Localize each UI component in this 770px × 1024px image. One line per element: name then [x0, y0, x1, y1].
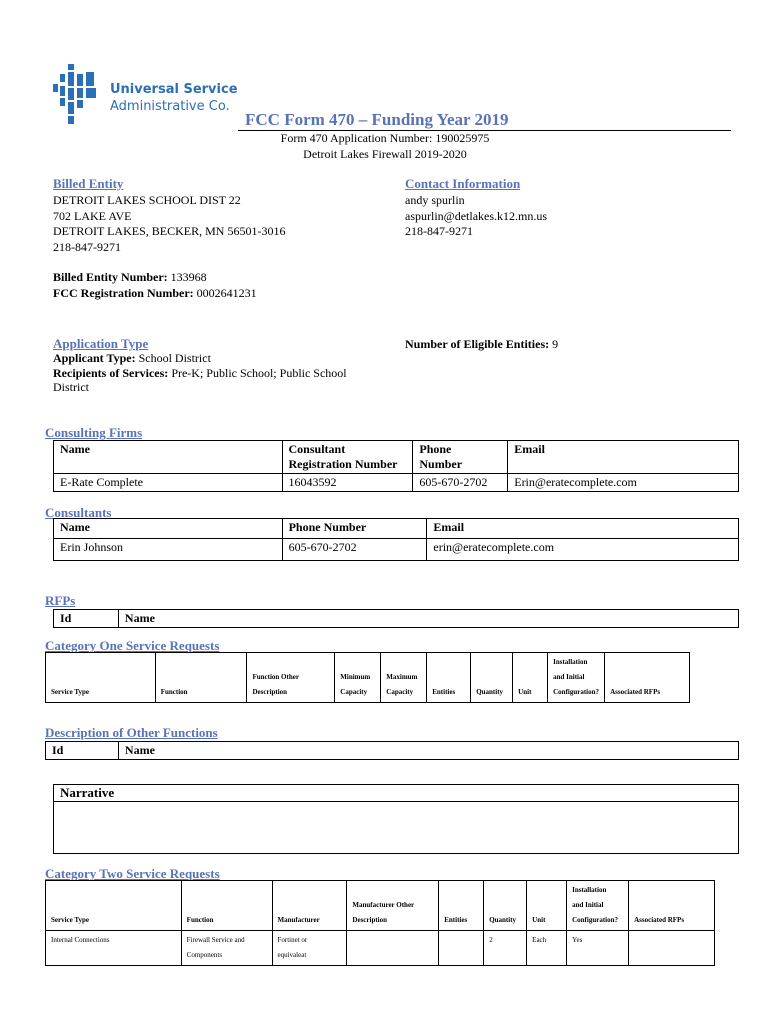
- col-function-other-description: [247, 653, 335, 703]
- category-one-table: [45, 652, 690, 703]
- consulting-firms-table: [53, 440, 739, 492]
- table-header-row: [54, 610, 739, 628]
- table-row: [54, 474, 739, 492]
- fcc-registration-number: 0002641231: [196, 286, 257, 300]
- col-name: Name: [118, 610, 738, 628]
- col-name: Name: [118, 742, 738, 760]
- col-unit: Unit: [513, 653, 548, 703]
- cell-line: Fortinet or: [277, 936, 308, 944]
- header-label: and Initial: [572, 901, 604, 909]
- function-cell: [181, 931, 272, 966]
- header-label: Configuration?: [553, 688, 600, 696]
- usac-logo: [50, 62, 238, 128]
- table-header-row: [54, 519, 739, 539]
- header-label: Maximum: [386, 673, 418, 681]
- col-id: Id: [54, 610, 119, 628]
- header-label: Function Other: [252, 673, 299, 681]
- col-id: Id: [46, 742, 119, 760]
- firm-phone: 605-670-2702: [413, 474, 508, 492]
- consultants-table: [53, 518, 739, 561]
- consultant-email: erin@eratecomplete.com: [427, 539, 739, 561]
- consultant-phone: 605-670-2702: [282, 539, 427, 561]
- col-quantity: Quantity: [484, 881, 527, 931]
- col-manufacturer: Manufacturer: [272, 881, 347, 931]
- other-functions-table: [45, 741, 739, 760]
- table-header-row: [46, 881, 715, 931]
- col-associated-rfps: Associated RFPs: [605, 653, 690, 703]
- other-functions-heading: Description of Other Functions: [45, 725, 218, 740]
- table-row: [46, 931, 715, 966]
- eligible-entities-label: Number of Eligible Entities:: [405, 337, 550, 351]
- col-name: Name: [54, 519, 283, 539]
- col-minimum-capacity: [335, 653, 381, 703]
- billed-entity-heading: Billed Entity: [53, 176, 124, 191]
- header-label: Description: [252, 688, 288, 696]
- col-installation: [567, 881, 629, 931]
- cell-line: Components: [186, 951, 223, 959]
- billed-entity-street: 702 LAKE AVE: [53, 208, 132, 223]
- application-type-heading: Application Type: [53, 336, 149, 351]
- unit-cell: Each: [527, 931, 567, 966]
- table-header-row: [46, 653, 690, 703]
- col-function: Function: [181, 881, 272, 931]
- rfps-heading: RFPs: [45, 593, 76, 608]
- application-number: Form 470 Application Number: 190025975: [280, 131, 490, 145]
- contact-phone: 218-847-9271: [405, 224, 473, 238]
- col-phone: Phone Number: [282, 519, 427, 539]
- narrative-box: [53, 784, 739, 854]
- recipients-value-line1: Pre-K; Public School; Public School: [171, 366, 347, 380]
- contact-heading: Contact Information: [405, 176, 521, 191]
- header-label: Phone: [419, 442, 452, 456]
- header-label: Installation: [572, 886, 607, 894]
- applicant-type-value: School District: [138, 351, 211, 365]
- consultant-name: Erin Johnson: [54, 539, 283, 561]
- billed-entity-number: 133968: [170, 270, 207, 284]
- header-label: Minimum: [340, 673, 371, 681]
- contact-name: andy spurlin: [405, 193, 465, 207]
- eligible-entities-value: 9: [552, 337, 559, 351]
- header-label: Number: [419, 457, 463, 471]
- cell-line: Firewall Service and: [186, 936, 245, 944]
- header-label: Consultant: [288, 442, 346, 456]
- entities-cell: [439, 931, 484, 966]
- billed-entity-number-label: Billed Entity Number:: [53, 270, 168, 284]
- manufacturer-other-cell: [347, 931, 439, 966]
- col-function: Function: [155, 653, 247, 703]
- header-label: Email: [514, 442, 545, 456]
- col-entities: Entities: [427, 653, 471, 703]
- installation-cell: Yes: [567, 931, 629, 966]
- header-label: Capacity: [340, 688, 368, 696]
- col-maximum-capacity: [381, 653, 427, 703]
- recipients-value-line2: District: [53, 380, 89, 394]
- eligible-entities-row: [405, 337, 558, 353]
- logo-text-line2: Administrative Co.: [110, 99, 230, 114]
- billed-entity-number-row: [53, 270, 207, 286]
- application-nickname: Detroit Lakes Firewall 2019-2020: [303, 147, 467, 161]
- col-associated-rfps: Associated RFPs: [629, 881, 715, 931]
- table-header-row: [54, 441, 739, 474]
- category-one-heading: Category One Service Requests: [45, 638, 220, 653]
- header-label: Name: [60, 442, 90, 456]
- quantity-cell: 2: [484, 931, 527, 966]
- col-phone: [413, 441, 508, 474]
- header-label: Description: [352, 916, 388, 924]
- recipients-row: [53, 366, 347, 382]
- header-label: and Initial: [553, 673, 585, 681]
- manufacturer-cell: [272, 931, 347, 966]
- consultants-heading: Consultants: [45, 505, 112, 520]
- recipients-label: Recipients of Services:: [53, 366, 169, 380]
- billed-entity-info: [53, 193, 285, 255]
- applicant-type-label: Applicant Type:: [53, 351, 136, 365]
- applicant-type-row: [53, 351, 211, 367]
- billed-entity-phone: 218-847-9271: [53, 239, 121, 254]
- billed-entity-name: DETROIT LAKES SCHOOL DIST 22: [53, 193, 241, 207]
- logo-text-line1: Universal Service: [110, 82, 238, 97]
- firm-registration: 16043592: [282, 474, 413, 492]
- fcc-registration-row: [53, 286, 257, 302]
- header-label: Registration Number: [288, 457, 398, 471]
- col-consultant-registration: [282, 441, 413, 474]
- billed-entity-city: DETROIT LAKES, BECKER, MN 56501-3016: [53, 224, 286, 238]
- narrative-heading: Narrative: [54, 785, 738, 802]
- col-unit: Unit: [527, 881, 567, 931]
- firm-email: Erin@eratecomplete.com: [508, 474, 739, 492]
- header-label: Capacity: [386, 688, 414, 696]
- consulting-firms-heading: Consulting Firms: [45, 425, 143, 440]
- firm-name: E-Rate Complete: [54, 474, 283, 492]
- col-service-type: Service Type: [46, 653, 156, 703]
- col-entities: Entities: [439, 881, 484, 931]
- col-name: [54, 441, 283, 474]
- category-two-heading: Category Two Service Requests: [45, 866, 220, 881]
- service-type-cell: Internal Connections: [46, 931, 182, 966]
- col-email: [508, 441, 739, 474]
- page-title: FCC Form 470 – Funding Year 2019: [245, 110, 509, 129]
- header-label: Configuration?: [572, 916, 619, 924]
- fcc-registration-label: FCC Registration Number:: [53, 286, 194, 300]
- category-two-table: [45, 880, 715, 966]
- col-quantity: Quantity: [471, 653, 513, 703]
- table-header-row: [46, 742, 739, 760]
- rfps-table: [53, 609, 739, 628]
- contact-email: aspurlin@detlakes.k12.mn.us: [405, 208, 548, 223]
- col-installation: [548, 653, 605, 703]
- header-label: Manufacturer Other: [352, 901, 415, 909]
- contact-info: [405, 193, 547, 240]
- table-row: [54, 539, 739, 561]
- associated-rfps-cell: [629, 931, 715, 966]
- col-email: Email: [427, 519, 739, 539]
- cell-line: equivaleat: [277, 951, 307, 959]
- col-service-type: Service Type: [46, 881, 182, 931]
- header-label: Installation: [553, 658, 588, 666]
- col-manufacturer-other-description: [347, 881, 439, 931]
